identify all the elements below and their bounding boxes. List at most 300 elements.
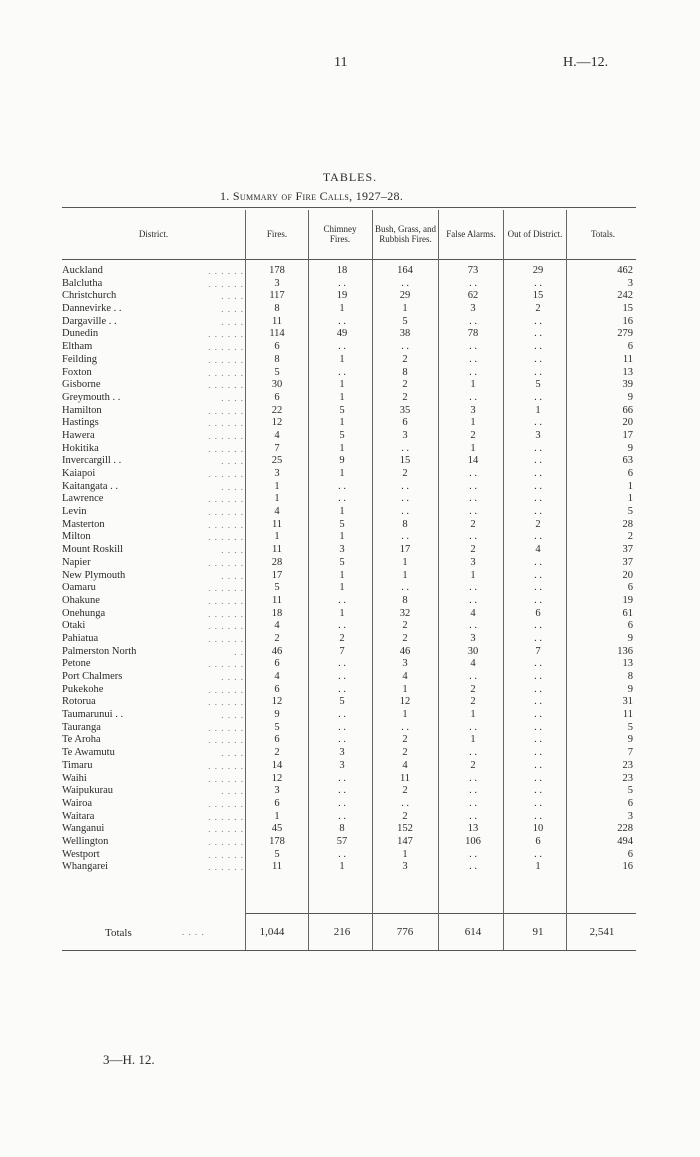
cell-out: 15 xyxy=(532,290,544,302)
cell-out: . . xyxy=(534,797,542,809)
cell-bush: 2 xyxy=(402,632,408,644)
cell-out: 6 xyxy=(535,607,541,619)
leader-dots: . . . . xyxy=(221,545,244,556)
cell-bush: . . xyxy=(401,582,409,594)
cell-bush: 2 xyxy=(402,379,408,391)
cell-false: 2 xyxy=(470,759,476,771)
leader-dots: . . . . . . xyxy=(208,811,244,822)
district-name: Dannevirke . . xyxy=(62,303,122,315)
cell-fires: 11 xyxy=(271,518,283,530)
district-name: Onehunga xyxy=(62,607,106,619)
leader-dots: . . . . . . xyxy=(208,266,244,276)
cell-chimney: . . xyxy=(338,848,346,860)
cell-false: 3 xyxy=(470,632,476,644)
total-bush: 776 xyxy=(396,926,414,938)
cell-total: 63 xyxy=(622,455,633,467)
cell-fires: 17 xyxy=(271,569,283,581)
district-name: Timaru xyxy=(62,759,93,771)
district-name: Christchurch xyxy=(62,290,117,302)
cell-chimney: 57 xyxy=(336,835,348,847)
cell-chimney: . . xyxy=(338,620,346,632)
column-header-out: Out of District. xyxy=(507,229,563,239)
district-name: Palmerston North xyxy=(62,645,137,657)
district-name: Feilding xyxy=(62,353,98,365)
cell-chimney: 1 xyxy=(339,442,345,454)
district-name: Auckland xyxy=(62,265,103,276)
cell-bush: 17 xyxy=(399,544,411,556)
cell-fires: 6 xyxy=(274,341,280,353)
cell-chimney: 9 xyxy=(339,455,345,467)
cell-fires: 12 xyxy=(271,772,283,784)
cell-false: 3 xyxy=(470,556,476,568)
column-divider xyxy=(372,210,373,950)
cell-out: . . xyxy=(534,328,542,340)
cell-total: 37 xyxy=(622,544,633,556)
leader-dots: . . . . xyxy=(221,316,244,327)
leader-dots: . . . . . . xyxy=(208,380,244,391)
leader-dots: . . . . xyxy=(221,392,244,403)
cell-out: . . xyxy=(534,353,542,365)
cell-total: 2 xyxy=(627,531,633,543)
district-name: Masterton xyxy=(62,518,105,530)
cell-out: . . xyxy=(534,417,542,429)
district-name: Oamaru xyxy=(62,582,96,594)
district-name: Wanganui xyxy=(62,823,105,835)
cell-bush: . . xyxy=(401,480,409,492)
cell-false: 2 xyxy=(470,518,476,530)
cell-fires: 4 xyxy=(274,620,280,632)
cell-chimney: . . xyxy=(338,709,346,721)
leader-dots: . . . . . . xyxy=(208,684,244,695)
cell-fires: 4 xyxy=(274,429,280,441)
cell-bush: . . xyxy=(401,493,409,505)
cell-bush: 2 xyxy=(402,734,408,746)
cell-fires: 11 xyxy=(271,315,283,327)
leader-dots: . . . . . . xyxy=(208,532,244,543)
cell-total: 13 xyxy=(622,658,633,670)
cell-chimney: 3 xyxy=(339,759,345,771)
cell-chimney: . . xyxy=(338,493,346,505)
cell-false: 1 xyxy=(470,442,476,454)
cell-out: 7 xyxy=(535,645,541,657)
cell-out: . . xyxy=(534,683,542,695)
cell-bush: 8 xyxy=(402,594,408,606)
cell-total: 1 xyxy=(627,480,633,492)
cell-total: 228 xyxy=(617,823,633,835)
cell-false: . . xyxy=(469,480,477,492)
cell-out: . . xyxy=(534,594,542,606)
table-title: 1. Summary of Fire Calls, 1927–28. xyxy=(220,189,404,203)
cell-bush: 2 xyxy=(402,391,408,403)
section-title: TABLES. xyxy=(322,170,378,184)
cell-fires: 2 xyxy=(274,632,280,644)
leader-dots: . . . . . . xyxy=(208,469,244,479)
cell-total: 7 xyxy=(627,747,633,759)
cell-false: 73 xyxy=(467,265,479,276)
cell-bush: . . xyxy=(401,442,409,454)
cell-chimney: . . xyxy=(338,315,346,327)
cell-out: . . xyxy=(534,810,542,822)
cell-total: 20 xyxy=(622,569,633,581)
leader-dots: . . . . xyxy=(221,786,244,797)
cell-false: . . xyxy=(469,594,477,606)
cell-fires: 5 xyxy=(274,848,280,860)
cell-bush: 3 xyxy=(402,658,408,670)
cell-out: . . xyxy=(534,277,542,289)
cell-out: . . xyxy=(534,556,542,568)
cell-chimney: 5 xyxy=(339,556,345,568)
cell-total: 37 xyxy=(622,556,633,568)
cell-total: 6 xyxy=(627,620,633,632)
district-name: Whangarei xyxy=(62,861,109,873)
district-name: Pukekohe xyxy=(62,683,104,695)
cell-total: 5 xyxy=(627,721,633,733)
cell-out: . . xyxy=(534,341,542,353)
cell-fires: 28 xyxy=(271,556,283,568)
cell-false: . . xyxy=(469,747,477,759)
cell-false: 2 xyxy=(470,696,476,708)
district-name: Taumarunui . . xyxy=(62,709,124,721)
district-name: Hokitika xyxy=(62,442,99,454)
column-header-false: False Alarms. xyxy=(446,229,496,239)
cell-chimney: 1 xyxy=(339,569,345,581)
cell-out: . . xyxy=(534,747,542,759)
cell-total: 11 xyxy=(622,353,633,365)
district-name: Waihi xyxy=(62,772,87,784)
cell-false: . . xyxy=(469,810,477,822)
cell-false: . . xyxy=(469,671,477,682)
cell-fires: 3 xyxy=(274,785,280,797)
cell-fires: 178 xyxy=(269,265,285,276)
cell-fires: 5 xyxy=(274,366,280,378)
cell-bush: 2 xyxy=(402,353,408,365)
leader-dots: . . . . . . xyxy=(208,621,244,632)
cell-chimney: 1 xyxy=(339,506,345,518)
cell-fires: 2 xyxy=(274,747,280,759)
cell-fires: 9 xyxy=(274,709,280,721)
district-name: Te Awamutu xyxy=(62,747,115,759)
cell-false: . . xyxy=(469,353,477,365)
cell-fires: 18 xyxy=(271,607,283,619)
district-name: Hawera xyxy=(62,429,95,441)
cell-out: . . xyxy=(534,620,542,632)
cell-bush: 38 xyxy=(399,328,411,340)
district-name: Mount Roskill xyxy=(62,544,123,556)
leader-dots: . . . . . . xyxy=(208,798,244,809)
district-name: Westport xyxy=(62,848,100,860)
cell-false: . . xyxy=(469,721,477,733)
cell-chimney: 5 xyxy=(339,518,345,530)
cell-total: 9 xyxy=(627,734,633,746)
district-name: Dargaville . . xyxy=(62,315,117,327)
district-name: Napier xyxy=(62,556,91,568)
cell-out: . . xyxy=(534,493,542,505)
totals-top-rule xyxy=(245,913,636,914)
leader-dots: . . . . . . xyxy=(208,849,244,860)
cell-fires: 3 xyxy=(274,468,280,479)
column-divider xyxy=(503,210,504,950)
cell-out: 2 xyxy=(535,518,541,530)
cell-out: . . xyxy=(534,734,542,746)
column-divider xyxy=(438,210,439,950)
cell-chimney: . . xyxy=(338,721,346,733)
leader-dots: . . . . xyxy=(221,710,244,721)
cell-total: 6 xyxy=(627,341,633,353)
total-overall: 2,541 xyxy=(589,926,615,938)
cell-false: 1 xyxy=(470,734,476,746)
cell-total: 31 xyxy=(622,696,633,708)
cell-bush: . . xyxy=(401,721,409,733)
cell-fires: 6 xyxy=(274,391,280,403)
cell-bush: . . xyxy=(401,506,409,518)
leader-dots: . . . . xyxy=(221,481,244,492)
page-number: 11 xyxy=(334,55,348,70)
cell-false: . . xyxy=(469,493,477,505)
cell-chimney: 49 xyxy=(336,328,348,340)
cell-false: 3 xyxy=(470,303,476,315)
cell-out: . . xyxy=(534,721,542,733)
cell-chimney: 2 xyxy=(339,632,345,644)
total-out: 91 xyxy=(532,926,544,938)
cell-out: . . xyxy=(534,442,542,454)
cell-out: . . xyxy=(534,671,542,682)
table-bottom-rule xyxy=(62,950,636,951)
cell-bush: 1 xyxy=(402,709,408,721)
column-header-totals: Totals. xyxy=(590,229,616,239)
cell-false: 2 xyxy=(470,429,476,441)
cell-fires: 46 xyxy=(271,645,283,657)
leader-dots: . . . . . . xyxy=(208,595,244,606)
cell-total: 20 xyxy=(622,417,633,429)
cell-false: . . xyxy=(469,468,477,479)
cell-out: 1 xyxy=(535,404,541,416)
cell-bush: 2 xyxy=(402,810,408,822)
cell-total: 6 xyxy=(627,797,633,809)
cell-chimney: 1 xyxy=(339,353,345,365)
cell-fires: 1 xyxy=(274,480,280,492)
cell-bush: 1 xyxy=(402,556,408,568)
leader-dots: . . . . . . xyxy=(208,329,244,340)
cell-false: . . xyxy=(469,785,477,797)
cell-fires: 4 xyxy=(274,671,280,682)
cell-total: 8 xyxy=(627,671,633,682)
cell-false: . . xyxy=(469,277,477,289)
leader-dots: . . . . . . xyxy=(208,342,244,353)
total-fires: 1,044 xyxy=(259,926,285,938)
district-name: Rotorua xyxy=(62,696,96,708)
district-name: Waipukurau xyxy=(62,785,114,797)
column-header-fires: Fires. xyxy=(266,229,288,239)
district-name: Wellington xyxy=(62,835,109,847)
cell-chimney: 7 xyxy=(339,645,345,657)
district-name: Lawrence xyxy=(62,493,104,505)
cell-bush: 5 xyxy=(402,315,408,327)
leader-dots: . . . . xyxy=(221,304,244,315)
cell-bush: 152 xyxy=(397,823,413,835)
cell-out: 4 xyxy=(535,544,541,556)
cell-out: . . xyxy=(534,848,542,860)
cell-chimney: 1 xyxy=(339,379,345,391)
district-name: Hastings xyxy=(62,417,99,429)
cell-bush: . . xyxy=(401,277,409,289)
cell-false: . . xyxy=(469,531,477,543)
cell-out: . . xyxy=(534,658,542,670)
cell-false: 3 xyxy=(470,404,476,416)
cell-chimney: 1 xyxy=(339,303,345,315)
column-header-district: District. xyxy=(138,229,169,239)
district-name: Petone xyxy=(62,658,91,670)
cell-fires: 178 xyxy=(269,835,285,847)
cell-fires: 11 xyxy=(271,544,283,556)
cell-false: . . xyxy=(469,848,477,860)
leader-dots: . . . . . . xyxy=(208,494,244,505)
cell-chimney: 19 xyxy=(336,290,348,302)
leader-dots: . . . . . . xyxy=(208,367,244,378)
district-name: Eltham xyxy=(62,341,93,353)
cell-false: . . xyxy=(469,797,477,809)
totals-dots: . . . . xyxy=(182,927,205,937)
cell-fires: 114 xyxy=(269,328,285,340)
cell-bush: 32 xyxy=(399,607,411,619)
cell-chimney: 3 xyxy=(339,747,345,759)
district-name: Balclutha xyxy=(62,277,103,289)
cell-chimney: 3 xyxy=(339,544,345,556)
cell-bush: 2 xyxy=(402,747,408,759)
total-chimney: 216 xyxy=(333,926,351,938)
cell-total: 136 xyxy=(617,645,633,657)
cell-chimney: . . xyxy=(338,366,346,378)
cell-total: 23 xyxy=(622,759,633,771)
district-name: Te Aroha xyxy=(62,734,101,746)
district-name: Ohakune xyxy=(62,594,100,606)
cell-bush: 46 xyxy=(399,645,411,657)
district-name: Foxton xyxy=(62,366,92,378)
cell-chimney: . . xyxy=(338,785,346,797)
cell-total: 6 xyxy=(627,848,633,860)
district-name: Levin xyxy=(62,506,87,518)
totals-label: Totals xyxy=(105,927,132,939)
district-name: Waitara xyxy=(62,810,95,822)
district-name: Otaki xyxy=(62,620,86,632)
cell-total: 3 xyxy=(627,277,633,289)
column-divider xyxy=(308,210,309,950)
cell-false: 2 xyxy=(470,683,476,695)
cell-fires: 30 xyxy=(271,379,283,391)
cell-fires: 7 xyxy=(274,442,280,454)
cell-bush: 1 xyxy=(402,683,408,695)
cell-fires: 3 xyxy=(274,277,280,289)
cell-fires: 5 xyxy=(274,721,280,733)
cell-false: . . xyxy=(469,315,477,327)
cell-chimney: . . xyxy=(338,734,346,746)
cell-fires: 8 xyxy=(274,303,280,315)
cell-bush: 6 xyxy=(402,417,408,429)
cell-total: 5 xyxy=(627,506,633,518)
cell-out: . . xyxy=(534,632,542,644)
cell-total: 66 xyxy=(622,404,633,416)
cell-false: . . xyxy=(469,366,477,378)
cell-out: . . xyxy=(534,480,542,492)
district-name: New Plymouth xyxy=(62,569,126,581)
cell-out: 5 xyxy=(535,379,541,391)
report-reference: H.—12. xyxy=(563,55,609,70)
district-name: Kaiapoi xyxy=(62,468,96,479)
district-name: Greymouth . . xyxy=(62,391,121,403)
cell-chimney: . . xyxy=(338,797,346,809)
cell-chimney: . . xyxy=(338,772,346,784)
cell-false: 106 xyxy=(465,835,481,847)
cell-bush: . . xyxy=(401,797,409,809)
cell-total: 15 xyxy=(622,303,633,315)
district-name: Wairoa xyxy=(62,797,93,809)
cell-out: . . xyxy=(534,315,542,327)
leader-dots: . . . . . . xyxy=(208,633,244,644)
cell-chimney: . . xyxy=(338,341,346,353)
cell-out: 29 xyxy=(532,265,544,276)
cell-total: 9 xyxy=(627,442,633,454)
district-name: Kaitangata . . xyxy=(62,480,118,492)
cell-out: . . xyxy=(534,366,542,378)
cell-out: . . xyxy=(534,455,542,467)
cell-bush: 35 xyxy=(399,404,411,416)
cell-out: 2 xyxy=(535,303,541,315)
cell-total: 39 xyxy=(622,379,633,391)
cell-false: 1 xyxy=(470,379,476,391)
cell-false: 62 xyxy=(467,290,479,302)
cell-bush: 8 xyxy=(402,518,408,530)
cell-fires: 4 xyxy=(274,506,280,518)
cell-out: . . xyxy=(534,506,542,518)
cell-false: 4 xyxy=(470,607,476,619)
leader-dots: . . . . xyxy=(221,456,244,467)
leader-dots: . . . . . . xyxy=(208,418,244,429)
cell-fires: 6 xyxy=(274,658,280,670)
leader-dots: . . . . . . xyxy=(208,760,244,771)
cell-bush: 12 xyxy=(399,696,411,708)
cell-fires: 12 xyxy=(271,696,283,708)
cell-chimney: . . xyxy=(338,594,346,606)
leader-dots: . . . . . . xyxy=(208,519,244,530)
cell-out: 3 xyxy=(535,429,541,441)
cell-chimney: 1 xyxy=(339,417,345,429)
cell-bush: 29 xyxy=(399,290,411,302)
leader-dots: . . xyxy=(234,646,244,657)
leader-dots: . . . . . . xyxy=(208,278,244,289)
cell-bush: 4 xyxy=(402,671,408,682)
cell-bush: 164 xyxy=(397,265,413,276)
cell-out: . . xyxy=(534,582,542,594)
cell-total: 9 xyxy=(627,632,633,644)
leader-dots: . . . . . . xyxy=(208,557,244,568)
cell-total: 28 xyxy=(622,518,633,530)
cell-out: . . xyxy=(534,391,542,403)
cell-total: 16 xyxy=(622,861,633,873)
cell-bush: 2 xyxy=(402,620,408,632)
cell-total: 242 xyxy=(617,290,633,302)
cell-chimney: . . xyxy=(338,683,346,695)
cell-bush: 2 xyxy=(402,468,408,479)
cell-out: . . xyxy=(534,696,542,708)
cell-total: 494 xyxy=(617,835,633,847)
cell-fires: 6 xyxy=(274,734,280,746)
leader-dots: . . . . . . xyxy=(208,443,244,454)
district-name: Hamilton xyxy=(62,404,102,416)
column-header-chimney: Chimney Fires. xyxy=(323,224,357,244)
cell-bush: 1 xyxy=(402,569,408,581)
cell-bush: . . xyxy=(401,341,409,353)
district-name: Tauranga xyxy=(62,721,101,733)
leader-dots: . . . . . . xyxy=(208,862,244,873)
